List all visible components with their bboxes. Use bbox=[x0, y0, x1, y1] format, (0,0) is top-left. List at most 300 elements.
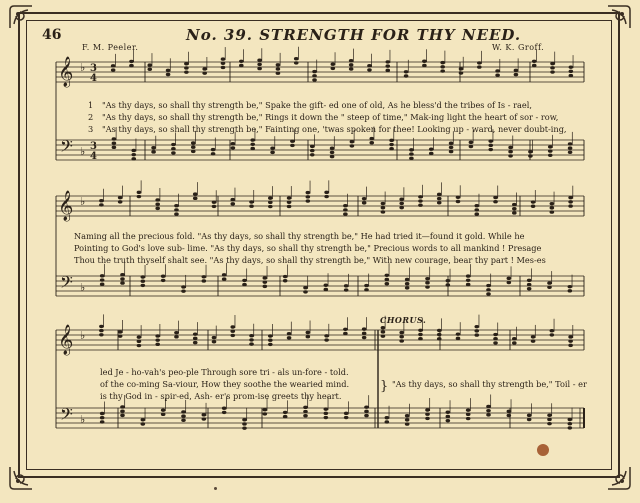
system1-treble-notehead bbox=[202, 71, 207, 74]
system1-bass-notehead bbox=[231, 146, 236, 149]
system2-bass-notehead bbox=[202, 275, 207, 278]
system3-treble-notehead bbox=[324, 334, 329, 337]
system2-treble-notehead bbox=[230, 198, 235, 201]
system3-treble-notehead bbox=[230, 329, 235, 332]
system2-treble-notehead bbox=[230, 202, 235, 205]
system1-bass-notehead bbox=[131, 157, 136, 160]
system2-bass-notehead bbox=[242, 283, 247, 286]
system3-bass-notehead bbox=[181, 419, 186, 422]
treble-clef-icon: 𝄞 bbox=[58, 325, 74, 355]
system1-treble-notehead bbox=[147, 63, 152, 66]
system3-bass-notehead bbox=[283, 415, 288, 418]
system3-treble-notehead bbox=[230, 325, 235, 328]
system3-treble-notehead bbox=[174, 331, 179, 334]
system1-bass-notehead bbox=[131, 149, 136, 152]
system3-treble-notehead bbox=[99, 325, 104, 328]
system2-treble-notehead bbox=[474, 208, 479, 211]
system1-treble-notehead bbox=[404, 70, 409, 73]
system1-bass-notehead bbox=[112, 141, 117, 144]
system2-bass-notehead bbox=[405, 286, 410, 289]
system1-bass-notehead bbox=[191, 145, 196, 148]
system2-treble-notehead bbox=[174, 208, 179, 211]
system2-bass-notehead bbox=[141, 275, 146, 278]
system1-bass-notehead bbox=[409, 148, 414, 151]
system2-bass-notehead bbox=[547, 286, 552, 289]
system3-bass-notehead bbox=[507, 414, 512, 417]
system1-bass-notehead bbox=[191, 150, 196, 153]
composer-credit: W. K. Groff. bbox=[492, 43, 545, 52]
system1-treble-notehead bbox=[129, 64, 134, 67]
system1-treble-notehead bbox=[111, 68, 116, 71]
system2-treble-notehead bbox=[249, 204, 254, 207]
system2-treble-notehead bbox=[287, 196, 292, 199]
treble-clef-icon: 𝄞 bbox=[58, 191, 74, 221]
system1-bass-notehead bbox=[369, 141, 374, 144]
system1-bass-notehead bbox=[191, 141, 196, 144]
system1-bass-notehead bbox=[131, 153, 136, 156]
system1-treble-notehead bbox=[349, 67, 354, 70]
system3-treble-notehead bbox=[268, 343, 273, 346]
system3-treble-notehead bbox=[137, 335, 142, 338]
key-flat-icon: ♭ bbox=[80, 145, 86, 158]
system3-treble-notehead bbox=[381, 330, 386, 333]
system3-bass-notehead bbox=[446, 415, 451, 418]
system3-treble-notehead bbox=[268, 334, 273, 337]
system1-bass-notehead bbox=[330, 155, 335, 158]
system3-treble-notehead bbox=[268, 338, 273, 341]
system1-treble-notehead bbox=[129, 60, 134, 63]
system3-treble-notehead bbox=[493, 341, 498, 344]
system2-treble-notehead bbox=[493, 200, 498, 203]
system2-bass-notehead bbox=[385, 278, 390, 281]
system2-bass-notehead bbox=[222, 273, 227, 276]
system2-bass-notehead bbox=[547, 281, 552, 284]
system2-bass-notehead bbox=[120, 277, 125, 280]
system1-bass-notehead bbox=[250, 147, 255, 150]
system1-treble-notehead bbox=[569, 65, 574, 68]
system1-bass-notehead bbox=[290, 144, 295, 147]
system3-treble-notehead bbox=[531, 339, 536, 342]
ink-stain bbox=[537, 444, 549, 456]
system3-bass-notehead bbox=[141, 418, 146, 421]
system1-lyric-line-1: "As thy days, so shall thy strength be," Spake the gift- ed one of old, As he bless'd the tribes of Is - rael, bbox=[102, 100, 532, 110]
system2-bass-notehead bbox=[161, 279, 166, 282]
system2-treble-notehead bbox=[399, 206, 404, 209]
system2-bass-notehead bbox=[568, 285, 573, 288]
system3-treble-notehead bbox=[474, 325, 479, 328]
chorus-label: CHORUS. bbox=[380, 315, 427, 325]
system1-bass-notehead bbox=[250, 143, 255, 146]
system2-bass-notehead bbox=[100, 274, 105, 277]
system3-bass-notehead bbox=[364, 414, 369, 417]
system3-bass-notehead bbox=[527, 418, 532, 421]
system1-treble-notehead bbox=[550, 70, 555, 73]
system2-treble-notehead bbox=[437, 197, 442, 200]
system2-bass-notehead bbox=[141, 284, 146, 287]
system2-bass-notehead bbox=[568, 289, 573, 292]
system2-bass-notehead bbox=[120, 281, 125, 284]
system3-treble-notehead bbox=[324, 338, 329, 341]
system2-bass-notehead bbox=[446, 279, 451, 282]
system2-treble-notehead bbox=[306, 199, 311, 202]
system3-bass-notehead bbox=[161, 408, 166, 411]
system2-bass-notehead bbox=[120, 273, 125, 276]
system3-treble-notehead bbox=[399, 331, 404, 334]
system2-treble-notehead bbox=[137, 195, 142, 198]
system1-bass-notehead bbox=[389, 147, 394, 150]
system3-treble-notehead bbox=[155, 334, 160, 337]
system3-bass-notehead bbox=[446, 411, 451, 414]
system2-treble-notehead bbox=[550, 206, 555, 209]
treble-clef-icon: 𝄞 bbox=[58, 57, 74, 87]
system1-treble-notehead bbox=[239, 64, 244, 67]
system3-treble-notehead bbox=[456, 337, 461, 340]
system3-bass-notehead bbox=[303, 414, 308, 417]
system3-treble-notehead bbox=[512, 337, 517, 340]
system3-treble-notehead bbox=[287, 336, 292, 339]
system3-bass-notehead bbox=[263, 412, 268, 415]
system3-treble-notehead bbox=[306, 335, 311, 338]
system1-treble-notehead bbox=[239, 60, 244, 63]
system1-bass-notehead bbox=[171, 147, 176, 150]
bass-clef-icon: 𝄢 bbox=[60, 272, 73, 296]
system1-bass-notehead bbox=[310, 149, 315, 152]
system1-treble-notehead bbox=[276, 63, 281, 66]
system3-treble-notehead bbox=[399, 335, 404, 338]
system3-bass-notehead bbox=[202, 413, 207, 416]
system3-bass-notehead bbox=[547, 422, 552, 425]
system2-treble-notehead bbox=[418, 195, 423, 198]
system1-treble-notehead bbox=[312, 78, 317, 81]
system3-treble-notehead bbox=[550, 329, 555, 332]
system3-bass-notehead bbox=[568, 426, 573, 429]
system1-bass-notehead bbox=[488, 139, 493, 142]
system3-treble-notehead bbox=[550, 333, 555, 336]
system3-treble-notehead bbox=[437, 337, 442, 340]
system2-bass-notehead bbox=[202, 279, 207, 282]
system1-treble-notehead bbox=[111, 64, 116, 67]
system1-treble-notehead bbox=[367, 68, 372, 71]
system2-treble-notehead bbox=[362, 197, 367, 200]
system3-bass-notehead bbox=[222, 407, 227, 410]
system2-treble-notehead bbox=[493, 196, 498, 199]
system2-bass-notehead bbox=[446, 283, 451, 286]
system3-bass-notehead bbox=[466, 413, 471, 416]
system2-treble-notehead bbox=[155, 198, 160, 201]
system2-bass-notehead bbox=[405, 278, 410, 281]
system1-bass-notehead bbox=[528, 154, 533, 157]
system1-treble-notehead bbox=[440, 69, 445, 72]
system2-bass-notehead bbox=[466, 274, 471, 277]
system1-bass-notehead bbox=[350, 144, 355, 147]
system2-bass-notehead bbox=[425, 277, 430, 280]
system1-bass-notehead bbox=[469, 141, 474, 144]
time-signature-bottom: 4 bbox=[90, 73, 97, 84]
system3-treble-notehead bbox=[568, 339, 573, 342]
system1-bass-notehead bbox=[270, 146, 275, 149]
system1-treble-notehead bbox=[166, 69, 171, 72]
system3-bass-notehead bbox=[324, 412, 329, 415]
system2-bass-notehead bbox=[425, 285, 430, 288]
system2-treble-notehead bbox=[174, 212, 179, 215]
system2-treble-notehead bbox=[118, 200, 123, 203]
key-flat-icon: ♭ bbox=[80, 329, 86, 342]
system3-bass-notehead bbox=[263, 408, 268, 411]
system3-lyric-line-3: is thy God in - spir-ed, Ash- er's prom-ise greets thy heart. bbox=[100, 391, 342, 401]
system3-bass-notehead bbox=[344, 416, 349, 419]
system2-bass-notehead bbox=[486, 288, 491, 291]
system2-treble-notehead bbox=[550, 210, 555, 213]
system1-bass-notehead bbox=[290, 140, 295, 143]
system3-lyric-line-2: of the co-ming Sa-viour, How they soothe the wearied mind. bbox=[100, 379, 350, 389]
system1-bass-notehead bbox=[469, 145, 474, 148]
page-number: 46 bbox=[42, 27, 62, 43]
system1-treble-notehead bbox=[221, 66, 226, 69]
system2-bass-notehead bbox=[100, 283, 105, 286]
system2-bass-notehead bbox=[344, 288, 349, 291]
system2-treble-notehead bbox=[343, 208, 348, 211]
system3-bass-notehead bbox=[100, 412, 105, 415]
system1-treble-notehead bbox=[422, 64, 427, 67]
system2-treble-notehead bbox=[174, 204, 179, 207]
system2-treble-notehead bbox=[268, 196, 273, 199]
system2-bass-notehead bbox=[324, 284, 329, 287]
system2-bass-notehead bbox=[385, 274, 390, 277]
system3-bass-notehead bbox=[568, 422, 573, 425]
system1-bass-notehead bbox=[112, 146, 117, 149]
system2-bass-notehead bbox=[486, 284, 491, 287]
system3-treble-notehead bbox=[418, 337, 423, 340]
time-signature-bottom: 4 bbox=[90, 151, 97, 162]
system3-treble-notehead bbox=[99, 333, 104, 336]
system2-bass-notehead bbox=[263, 280, 268, 283]
system2-treble-notehead bbox=[474, 204, 479, 207]
system1-bass-notehead bbox=[568, 151, 573, 154]
system3-bass-notehead bbox=[405, 414, 410, 417]
system3-bass-notehead bbox=[385, 416, 390, 419]
system2-treble-notehead bbox=[99, 199, 104, 202]
system1-treble-notehead bbox=[385, 69, 390, 72]
system1-bass-notehead bbox=[211, 148, 216, 151]
system3-bass-notehead bbox=[486, 405, 491, 408]
system1-treble-notehead bbox=[550, 62, 555, 65]
system2-treble-notehead bbox=[531, 200, 536, 203]
system2-bass-notehead bbox=[161, 274, 166, 277]
system3-treble-notehead bbox=[531, 335, 536, 338]
system1-treble-notehead bbox=[312, 70, 317, 73]
system2-treble-notehead bbox=[568, 204, 573, 207]
system1-treble-notehead bbox=[569, 74, 574, 77]
system1-treble-notehead bbox=[257, 67, 262, 70]
system2-treble-notehead bbox=[512, 211, 517, 214]
system3-treble-notehead bbox=[212, 340, 217, 343]
verse-number-3: 3 bbox=[88, 124, 94, 134]
system1-bass-notehead bbox=[231, 142, 236, 145]
system2-treble-notehead bbox=[306, 191, 311, 194]
system3-bass-notehead bbox=[344, 412, 349, 415]
system3-treble-notehead bbox=[418, 329, 423, 332]
system3-treble-notehead bbox=[418, 333, 423, 336]
system1-bass-notehead bbox=[449, 150, 454, 153]
system2-treble-notehead bbox=[212, 205, 217, 208]
system3-treble-notehead bbox=[362, 327, 367, 330]
system3-treble-notehead bbox=[174, 335, 179, 338]
system2-bass-notehead bbox=[222, 277, 227, 280]
system2-lyric-line-3: Thou the truth thyself shalt see. "As thy days, so shall thy strength be," With new courage, bear thy part ! Mes-es bbox=[74, 255, 546, 265]
system2-treble-notehead bbox=[249, 200, 254, 203]
system1-treble-notehead bbox=[440, 65, 445, 68]
system3-treble-notehead bbox=[137, 344, 142, 347]
system1-bass-notehead bbox=[429, 148, 434, 151]
system1-treble-notehead bbox=[532, 60, 537, 63]
system1-treble-notehead bbox=[349, 63, 354, 66]
system3-bass-notehead bbox=[466, 408, 471, 411]
system3-bass-notehead bbox=[181, 414, 186, 417]
system2-lyric-line-1: Naming all the precious fold. "As thy days, so shall thy strength be," He had tried it—found it gold. While he bbox=[74, 231, 525, 241]
system3-treble-notehead bbox=[118, 334, 123, 337]
system1-bass-notehead bbox=[171, 143, 176, 146]
system3-treble-notehead bbox=[118, 330, 123, 333]
system2-treble-notehead bbox=[343, 212, 348, 215]
system1-bass-notehead bbox=[369, 137, 374, 140]
lyricist-credit: F. M. Peeler. bbox=[82, 43, 139, 52]
system3-bass-notehead bbox=[202, 417, 207, 420]
system3-bass-notehead bbox=[283, 411, 288, 414]
system3-bass-notehead bbox=[120, 414, 125, 417]
system3-bass-notehead bbox=[547, 414, 552, 417]
system3-treble-notehead bbox=[362, 332, 367, 335]
system2-treble-notehead bbox=[381, 210, 386, 213]
system1-treble-notehead bbox=[221, 62, 226, 65]
system3-treble-notehead bbox=[474, 333, 479, 336]
system3-bass-notehead bbox=[303, 410, 308, 413]
system3-bass-notehead bbox=[324, 407, 329, 410]
system1-treble-notehead bbox=[495, 73, 500, 76]
system1-bass-notehead bbox=[310, 153, 315, 156]
key-flat-icon: ♭ bbox=[80, 281, 86, 294]
system1-treble-notehead bbox=[331, 67, 336, 70]
system1-bass-notehead bbox=[548, 154, 553, 157]
system3-bass-notehead bbox=[405, 422, 410, 425]
system1-bass-notehead bbox=[548, 149, 553, 152]
system1-bass-notehead bbox=[449, 142, 454, 145]
system3-bass-notehead bbox=[100, 420, 105, 423]
system1-bass-notehead bbox=[449, 146, 454, 149]
system1-treble-notehead bbox=[276, 67, 281, 70]
system2-bass-notehead bbox=[303, 286, 308, 289]
system3-bass-notehead bbox=[120, 405, 125, 408]
system1-treble-notehead bbox=[550, 66, 555, 69]
system1-bass-notehead bbox=[250, 138, 255, 141]
system1-treble-notehead bbox=[166, 73, 171, 76]
system3-lyric-line-1: led Je - ho-vah's peo-ple Through sore tri - als un-fore - told. bbox=[100, 367, 349, 377]
system2-treble-notehead bbox=[456, 196, 461, 199]
system1-bass-notehead bbox=[488, 144, 493, 147]
system2-lyric-line-2: Pointing to God's love sub- lime. "As thy days, so shall thy strength be," Precious words to all mankind ! Presage bbox=[74, 243, 542, 253]
system2-treble-notehead bbox=[212, 201, 217, 204]
system2-bass-notehead bbox=[527, 287, 532, 290]
system2-treble-notehead bbox=[512, 203, 517, 206]
system2-bass-notehead bbox=[527, 279, 532, 282]
system2-treble-notehead bbox=[568, 196, 573, 199]
system2-treble-notehead bbox=[155, 207, 160, 210]
system1-treble-notehead bbox=[294, 57, 299, 60]
system1-treble-notehead bbox=[367, 64, 372, 67]
verse-bracket: } bbox=[380, 379, 389, 394]
system3-treble-notehead bbox=[249, 338, 254, 341]
system3-bass-notehead bbox=[222, 411, 227, 414]
system3-bass-notehead bbox=[100, 416, 105, 419]
system2-treble-notehead bbox=[474, 212, 479, 215]
system3-treble-notehead bbox=[343, 328, 348, 331]
system3-bass-notehead bbox=[364, 410, 369, 413]
system2-bass-notehead bbox=[486, 292, 491, 295]
system1-treble-notehead bbox=[257, 59, 262, 62]
system2-treble-notehead bbox=[268, 201, 273, 204]
system3-bass-notehead bbox=[242, 426, 247, 429]
system1-treble-notehead bbox=[422, 60, 427, 63]
system3-bass-notehead bbox=[486, 413, 491, 416]
system3-bass-notehead bbox=[242, 422, 247, 425]
system3-bass-notehead bbox=[161, 413, 166, 416]
system1-treble-notehead bbox=[514, 73, 519, 76]
system3-bass-notehead bbox=[527, 414, 532, 417]
system1-bass-notehead bbox=[568, 146, 573, 149]
system2-treble-notehead bbox=[155, 202, 160, 205]
system3-bass-notehead bbox=[507, 410, 512, 413]
verse-number-2: 2 bbox=[88, 112, 94, 122]
system1-treble-notehead bbox=[184, 70, 189, 73]
system1-treble-notehead bbox=[404, 74, 409, 77]
system1-treble-notehead bbox=[312, 74, 317, 77]
system2-bass-notehead bbox=[283, 275, 288, 278]
system1-lyric-line-3: "As thy days, so shall thy strength be," Fainting one, 'twas spoken for thee! Looking up - ward, never doubt-ing, bbox=[102, 124, 567, 134]
system3-treble-notehead bbox=[381, 334, 386, 337]
system2-treble-notehead bbox=[437, 193, 442, 196]
key-flat-icon: ♭ bbox=[80, 413, 86, 426]
system2-treble-notehead bbox=[362, 201, 367, 204]
system2-treble-notehead bbox=[399, 198, 404, 201]
system3-treble-notehead bbox=[437, 333, 442, 336]
system2-treble-notehead bbox=[381, 202, 386, 205]
system3-bass-notehead bbox=[242, 418, 247, 421]
system2-bass-notehead bbox=[344, 284, 349, 287]
system3-treble-notehead bbox=[381, 326, 386, 329]
system3-treble-notehead bbox=[249, 334, 254, 337]
system3-treble-notehead bbox=[230, 334, 235, 337]
system3-treble-notehead bbox=[193, 341, 198, 344]
system3-treble-notehead bbox=[493, 333, 498, 336]
system1-treble-notehead bbox=[477, 65, 482, 68]
system2-bass-notehead bbox=[181, 285, 186, 288]
system2-treble-notehead bbox=[512, 207, 517, 210]
system3-bass-notehead bbox=[303, 406, 308, 409]
system3-bass-notehead bbox=[547, 418, 552, 421]
system1-bass-notehead bbox=[488, 148, 493, 151]
system2-treble-notehead bbox=[399, 202, 404, 205]
system1-bass-notehead bbox=[508, 154, 513, 157]
system1-lyric-line-2: "As thy days, so shall thy strength be," Rings it down the " steep of time," Mak-ing light the heart of sor - row, bbox=[102, 112, 559, 122]
system1-bass-notehead bbox=[211, 152, 216, 155]
system3-bass-notehead bbox=[486, 409, 491, 412]
system2-treble-notehead bbox=[550, 202, 555, 205]
system2-bass-notehead bbox=[466, 283, 471, 286]
system1-bass-notehead bbox=[171, 151, 176, 154]
system3-treble-notehead bbox=[99, 329, 104, 332]
system3-bass-notehead bbox=[181, 410, 186, 413]
system1-treble-notehead bbox=[495, 69, 500, 72]
system2-bass-notehead bbox=[405, 282, 410, 285]
